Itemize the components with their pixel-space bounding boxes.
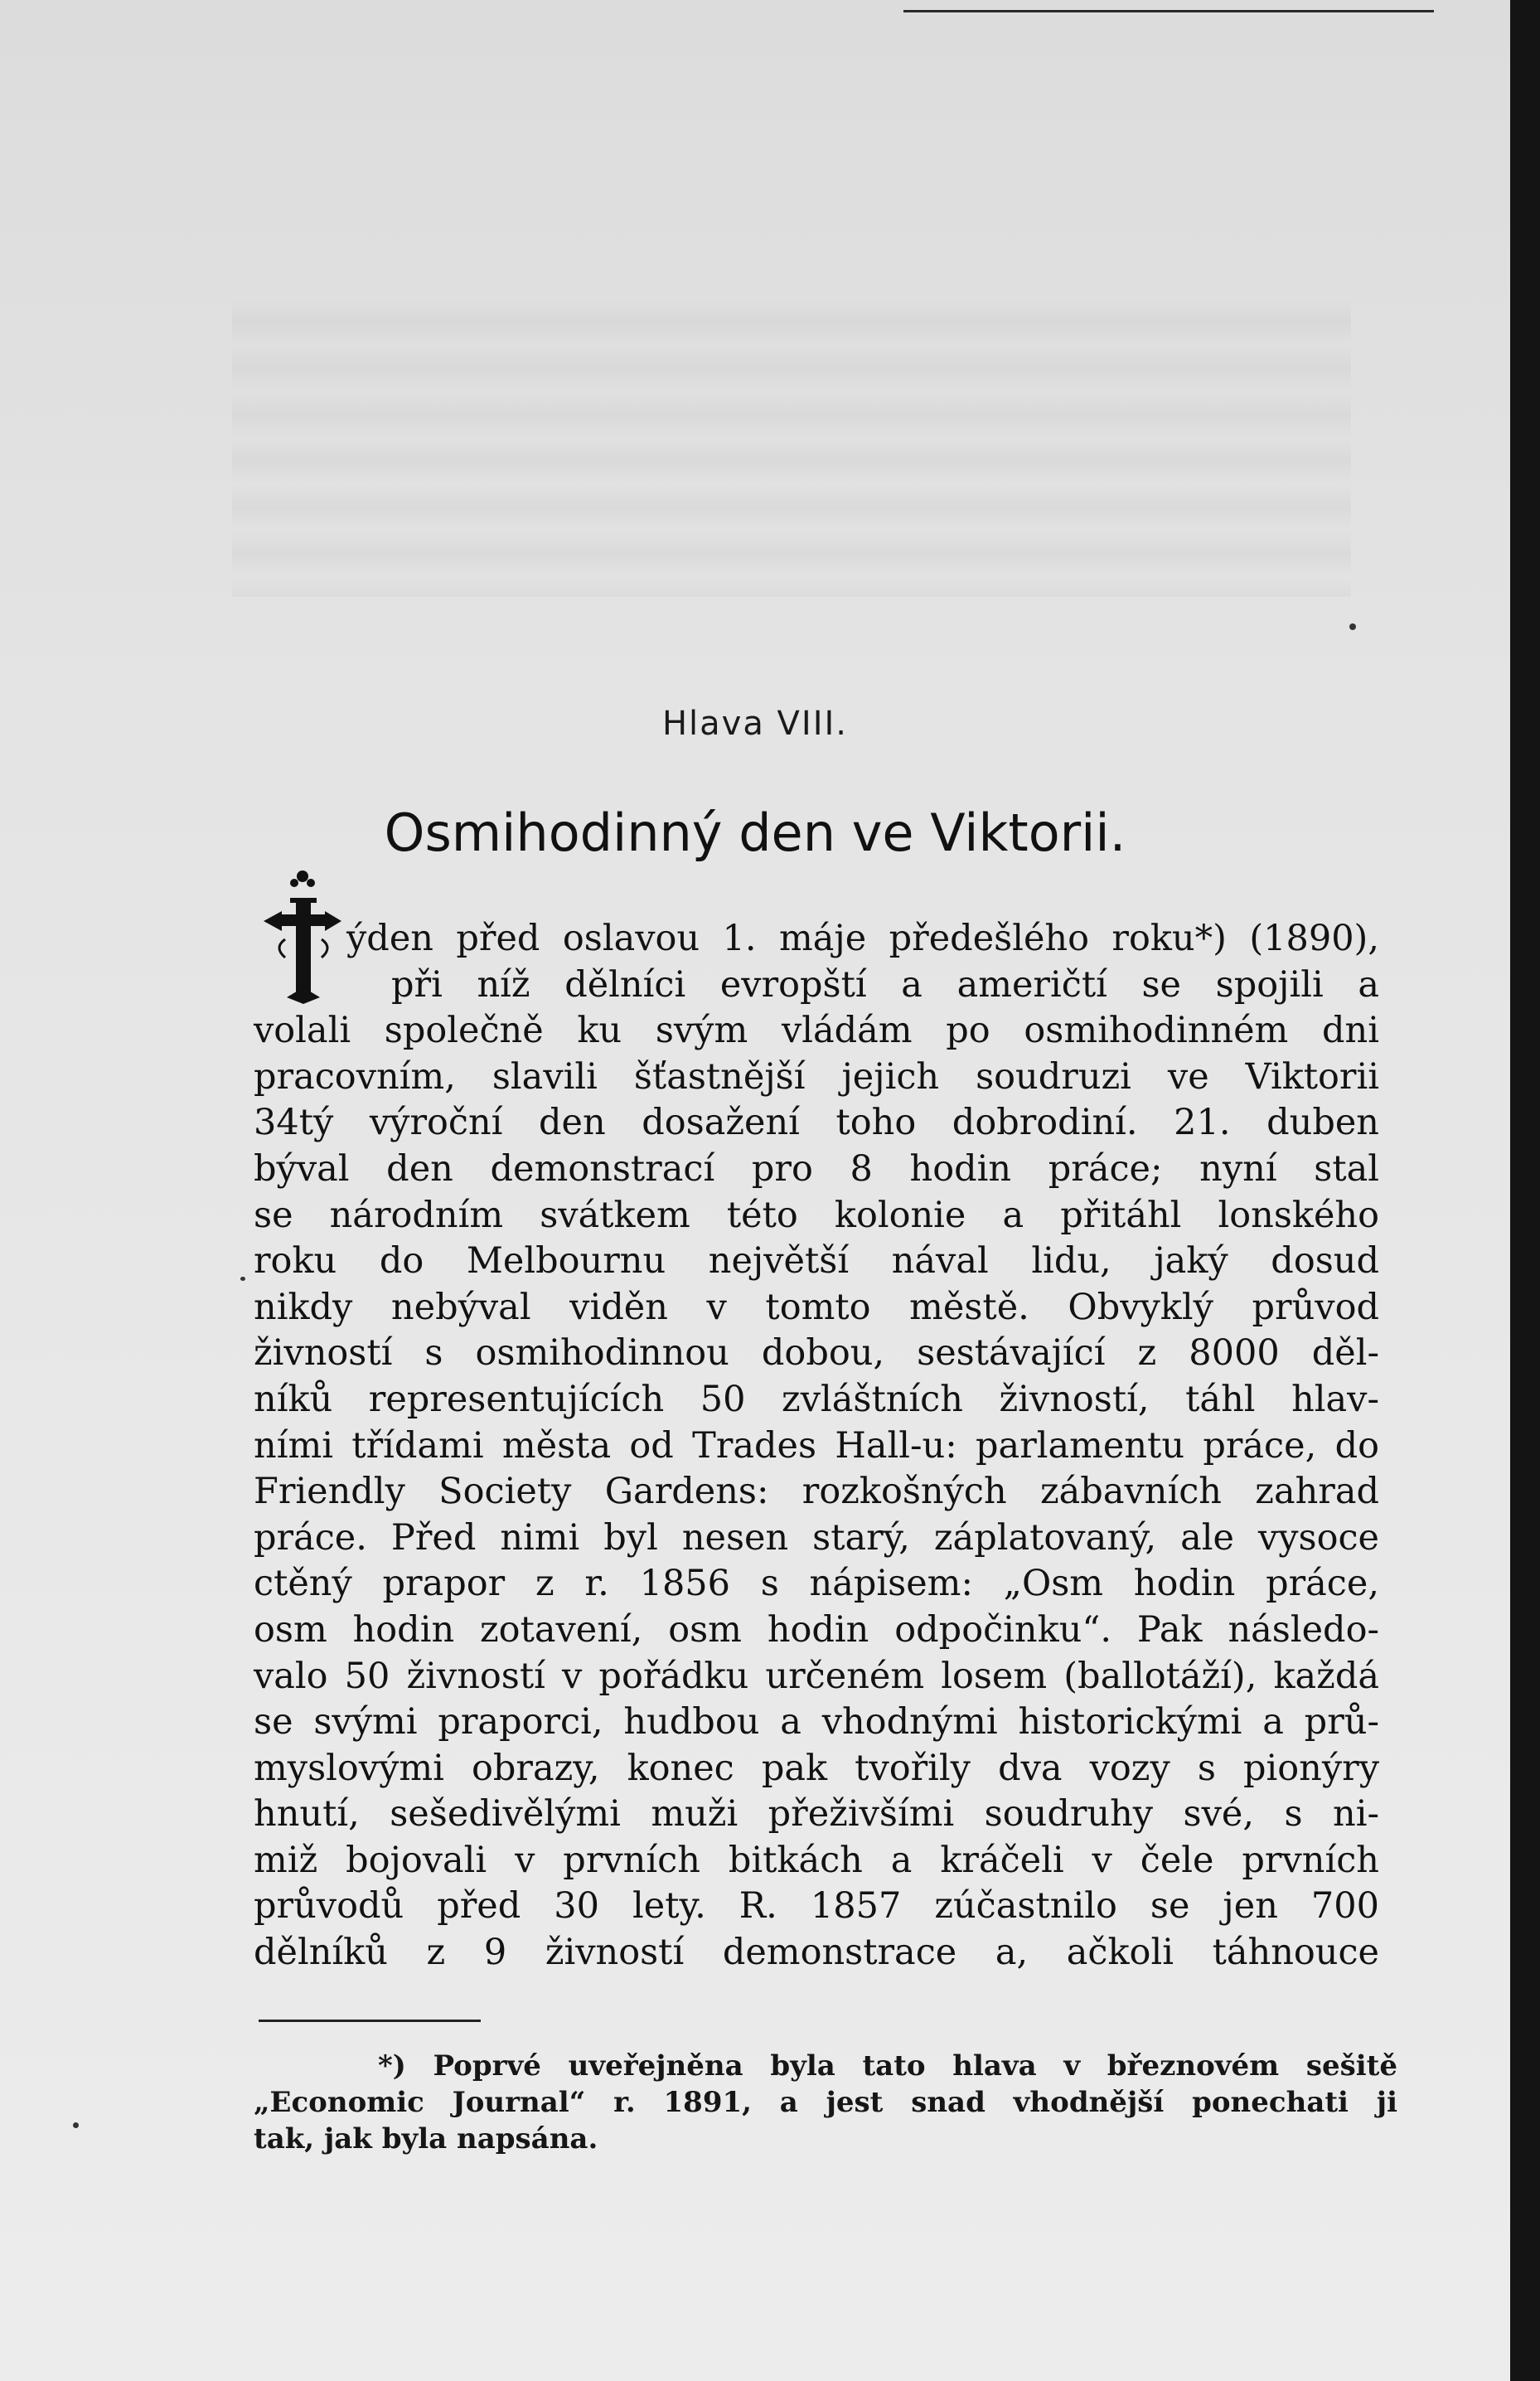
text-line: průvodů před 30 lety. R. 1857 zúčastnilo se jen 700 xyxy=(254,1885,1379,1928)
text-line: 34tý výroční den dosažení toho dobrodiní. 21. duben xyxy=(254,1102,1379,1144)
text-line: myslovými obrazy, konec pak tvořily dva vozy s pionýry xyxy=(254,1747,1379,1789)
scan-speck xyxy=(1349,623,1356,630)
text-line: ctěný prapor z r. 1856 s nápisem: „Osm hodin práce, xyxy=(254,1563,1379,1605)
text-line: dělníků z 9 živností demonstrace a, ačkoli táhnouce xyxy=(254,1932,1379,1974)
text-line: ními třídami města od Trades Hall-u: parlamentu práce, do xyxy=(254,1424,1379,1467)
text-line: osm hodin zotavení, osm hodin odpočinku“. Pak následo- xyxy=(254,1608,1379,1651)
chapter-label: Hlava VIII. xyxy=(661,705,849,743)
scan-speck xyxy=(240,1277,245,1281)
footnote xyxy=(254,2048,1397,2157)
footnote-line: tak, jak byla napsána. xyxy=(254,2122,598,2156)
text-line: pracovním, slavili šťastnější jejich soudruzi ve Viktorii xyxy=(254,1055,1379,1098)
text-line: živností s osmihodinnou dobou, sestávající z 8000 děl- xyxy=(254,1332,1379,1375)
text-line: volali společně ku svým vládám po osmihodinném dni xyxy=(254,1010,1379,1052)
text-line: práce. Před nimi byl nesen starý, záplatovaný, ale vysoce xyxy=(254,1516,1379,1559)
text-line: býval den demonstrací pro 8 hodin práce; nyní stal xyxy=(254,1147,1379,1190)
body-paragraph xyxy=(254,916,1379,1976)
text-line: valo 50 živností v pořádku určeném losem (ballotáží), každá xyxy=(254,1655,1379,1697)
footnote-divider xyxy=(259,2020,481,2022)
text-line: Friendly Society Gardens: rozkošných zábavních zahrad xyxy=(254,1471,1379,1513)
top-edge-rule xyxy=(903,10,1434,12)
scan-speck xyxy=(73,2122,79,2128)
text-line: roku do Melbournu největší nával lidu, jaký dosud xyxy=(254,1240,1379,1283)
scan-edge-border xyxy=(1510,0,1540,2381)
text-line: miž bojovali v prvních bitkách a kráčeli v čele prvních xyxy=(254,1839,1379,1881)
footnote-line: „Economic Journal“ r. 1891, a jest snad vhodnější ponechati ji xyxy=(254,2086,1397,2119)
chapter-title: Osmihodinný den ve Viktorii. xyxy=(384,803,1126,863)
show-through-text xyxy=(232,298,1351,597)
text-line: hnutí, sešedivělými muži přeživšími soudruhy své, s ni- xyxy=(254,1793,1379,1835)
text-line: níků representujících 50 zvláštních živností, táhl hlav- xyxy=(254,1378,1379,1420)
text-line: ýden před oslavou 1. máje předešlého roku*) (1890), xyxy=(346,918,1379,959)
text-line: se svými praporci, hudbou a vhodnými historickými a prů- xyxy=(254,1701,1379,1743)
text-line: se národním svátkem této kolonie a přitáhl lonského xyxy=(254,1194,1379,1236)
footnote-line: *) Poprvé uveřejněna byla tato hlava v březnovém sešitě xyxy=(378,2049,1397,2083)
text-line: nikdy nebýval viděn v tomto městě. Obvyklý průvod xyxy=(254,1286,1379,1328)
text-line: při níž dělníci evropští a američtí se spojili a xyxy=(391,963,1379,1006)
